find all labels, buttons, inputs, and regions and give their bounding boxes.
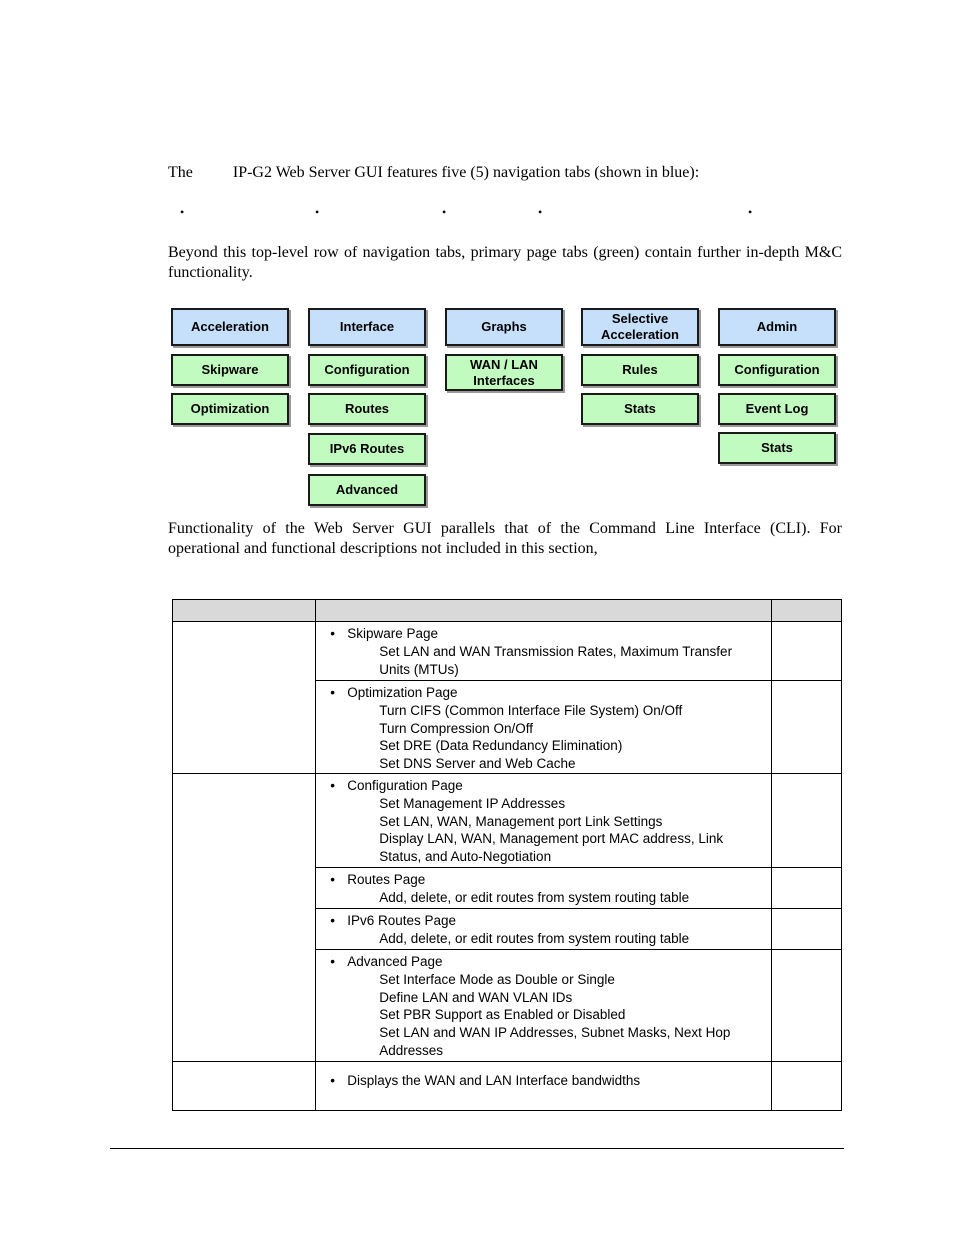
list-item: Set Interface Mode as Double or Single [379, 971, 615, 987]
nav-tab-graphs: Graphs [445, 308, 563, 346]
page-title: Advanced Page [347, 954, 443, 969]
page-tab-optimization: Optimization [171, 393, 289, 425]
intro-prefix: The [168, 164, 193, 181]
bullet-glyph: • [442, 205, 447, 219]
nav-tab-selective-acceleration: Selective Acceleration [581, 308, 699, 346]
description-cell [316, 950, 772, 1062]
table-header-cell [173, 600, 316, 622]
nav-tab-admin: Admin [718, 308, 836, 346]
bullet-glyph: • [538, 205, 543, 219]
bullet-glyph: • [330, 913, 335, 928]
page-tab-event-log: Event Log [718, 393, 836, 425]
page-tab-wan-lan-interfaces: WAN / LAN Interfaces [445, 354, 563, 391]
bullet-glyph: • [180, 205, 185, 219]
bullet-glyph: • [330, 778, 335, 793]
tab-name-cell [173, 1062, 316, 1111]
bullet-glyph: • [330, 626, 335, 641]
reference-cell [771, 950, 841, 1062]
table-header-row [173, 600, 842, 622]
page-title: Skipware Page [347, 626, 439, 641]
list-item: Display LAN, WAN, Management port MAC address, Link Status, and Auto-Negotiation [379, 831, 724, 865]
description-cell [316, 1062, 772, 1111]
bullet-glyph: • [315, 205, 320, 219]
page-tab-selective-stats: Stats [581, 393, 699, 425]
list-item: Add, delete, or edit routes from system routing table [379, 930, 690, 946]
description-cell [316, 622, 772, 681]
nav-tab-acceleration: Acceleration [171, 308, 289, 346]
page-title: Configuration Page [347, 778, 463, 793]
reference-cell [771, 1062, 841, 1111]
reference-cell [771, 868, 841, 909]
bullet-glyph: • [330, 685, 335, 700]
page-tab-admin-configuration: Configuration [718, 354, 836, 386]
page-title: Optimization Page [347, 685, 458, 700]
bullet-glyph: • [330, 1073, 335, 1088]
page-tab-advanced: Advanced [308, 474, 426, 506]
intro-paragraph [168, 163, 699, 183]
page-title: IPv6 Routes Page [347, 913, 457, 928]
tab-name-cell [173, 622, 316, 774]
description-cell [316, 774, 772, 868]
bullet-glyph: • [330, 872, 335, 887]
list-item: Set LAN and WAN IP Addresses, Subnet Masks, Next Hop Addresses [379, 1025, 731, 1058]
list-item: Set Management IP Addresses [379, 795, 566, 811]
table-header-cell [771, 600, 841, 622]
bullet-glyph: • [330, 954, 335, 969]
cli-paragraph: Functionality of the Web Server GUI parallels that of the Command Line Interface (CLI). For operational and functional descriptions not included in this section, [168, 520, 842, 557]
list-item: Set LAN and WAN Transmission Rates, Maximum Transfer Units (MTUs) [379, 643, 733, 677]
page-tab-skipware: Skipware [171, 354, 289, 386]
table-row [173, 1062, 842, 1111]
page-tab-interface-configuration: Configuration [308, 354, 426, 386]
page-tab-ipv6-routes: IPv6 Routes [308, 433, 426, 465]
footer-divider [110, 1148, 844, 1149]
nav-tab-interface: Interface [308, 308, 426, 346]
list-item: Set PBR Support as Enabled or Disabled [379, 1007, 626, 1023]
page-tab-routes: Routes [308, 393, 426, 425]
reference-cell [771, 774, 841, 868]
bullet-glyph: • [748, 205, 753, 219]
description-cell [316, 681, 772, 774]
table-header-cell [316, 600, 772, 622]
list-item: Set DRE (Data Redundancy Elimination) [379, 738, 623, 754]
intro-text: IP-G2 Web Server GUI features five (5) navigation tabs (shown in blue): [232, 164, 700, 181]
page-title: Routes Page [347, 872, 426, 887]
tab-name-cell [173, 774, 316, 1062]
list-item: Turn CIFS (Common Interface File System) On/Off [379, 702, 683, 718]
nav-tab-bullet-list [0, 205, 954, 225]
page-tab-rules: Rules [581, 354, 699, 386]
description-cell [316, 868, 772, 909]
list-item: Set LAN, WAN, Management port Link Settings [379, 813, 663, 829]
list-item: Define LAN and WAN VLAN IDs [379, 989, 573, 1005]
page-title: Displays the WAN and LAN Interface bandwidths [347, 1073, 641, 1088]
description-cell [316, 909, 772, 950]
list-item: Add, delete, or edit routes from system routing table [379, 889, 690, 905]
table-row [173, 774, 842, 868]
functionality-table [172, 599, 842, 1111]
reference-cell [771, 909, 841, 950]
reference-cell [771, 622, 841, 681]
table-row [173, 622, 842, 681]
list-item: Turn Compression On/Off [379, 720, 534, 736]
list-item: Set DNS Server and Web Cache [379, 756, 576, 772]
tabs-description-paragraph: Beyond this top-level row of navigation tabs, primary page tabs (green) contain further in-depth M&C functionality. [168, 244, 842, 281]
reference-cell [771, 681, 841, 774]
page-tab-admin-stats: Stats [718, 432, 836, 464]
